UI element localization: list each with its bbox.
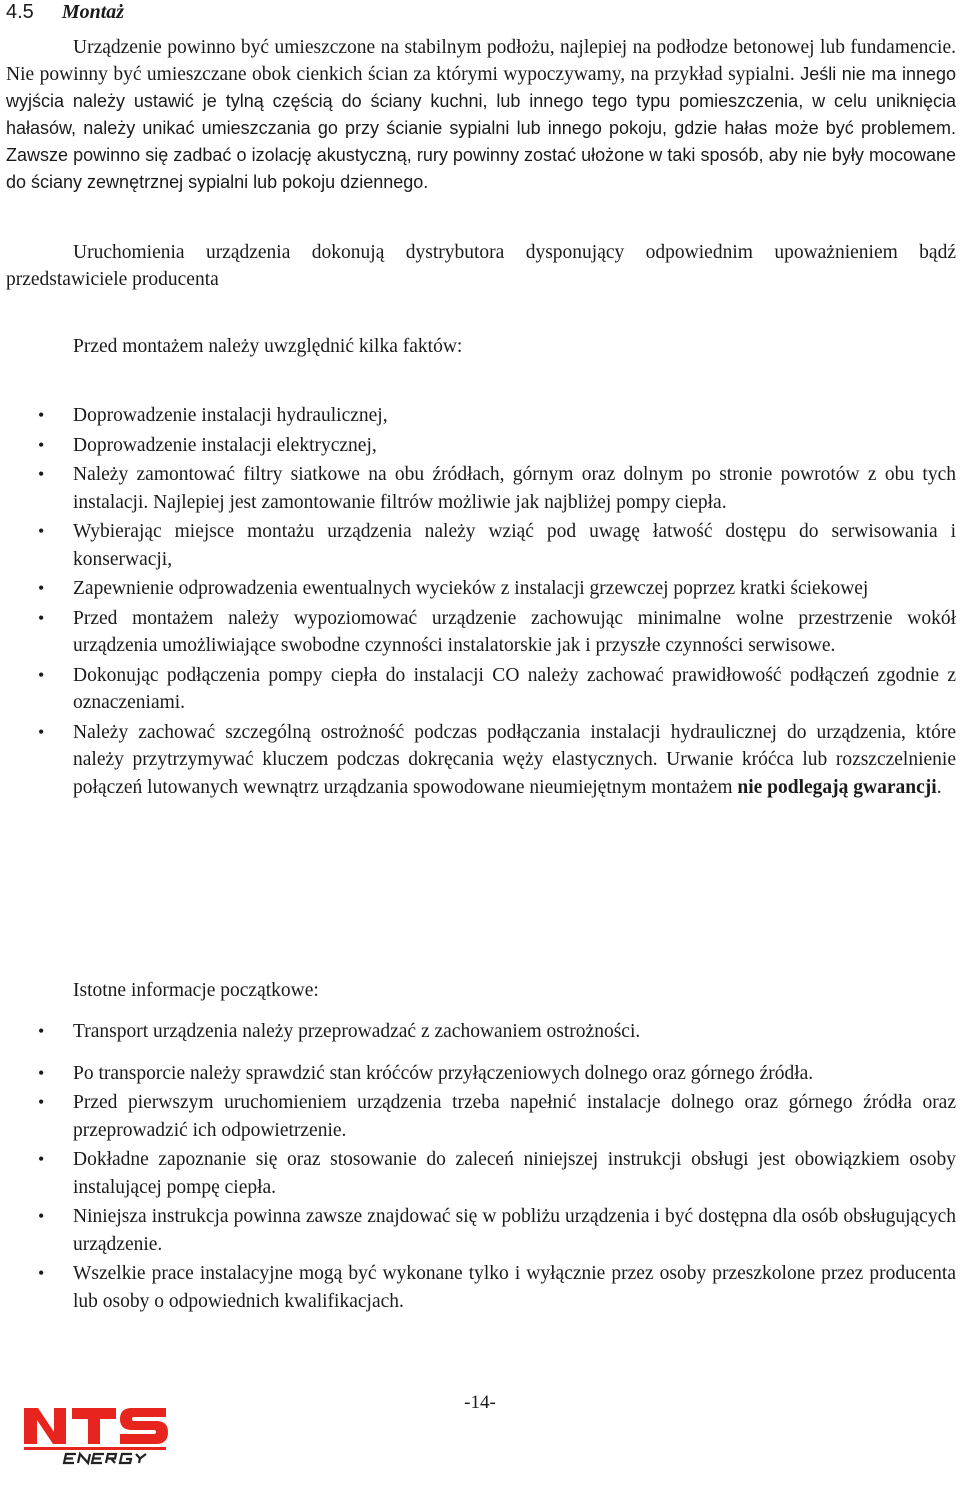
- list-item: • Wszelkie prace instalacyjne mogą być wykonane tylko i wyłącznie przez osoby przeszkolone przez producenta lub osoby o odpowiednich kwalifikacjach.: [0, 1260, 960, 1315]
- list-item: • Przed montażem należy wypoziomować urządzenie zachowując minimalne wolne przestrzenie wokół urządzenia umożliwiające swobodne czynności instalatorskie jak i przyszłe czynności serwisowe.: [0, 605, 960, 660]
- bullet-icon: •: [38, 521, 45, 541]
- intro-part-3: Zawsze powinno się zadbać o izolację akustyczną, rury powinny zostać ułożone w taki sposób, aby nie były mocowane do ściany zewnętrznej sypialni lub pokoju dziennego.: [6, 145, 956, 192]
- list-item: • Dokonując podłączenia pompy ciepła do instalacji CO należy zachować prawidłowość podłączeń zgodnie z oznaczeniami.: [0, 662, 960, 717]
- section-heading: [6, 0, 124, 26]
- bullet-icon: •: [38, 1149, 45, 1169]
- section-title: Montaż: [61, 1, 125, 23]
- warning-item: • Należy zachować szczególną ostrożność podczas podłączania instalacji hydraulicznej do urządzenia, które należy przytrzymywać kluczem podczas dokręcania węży elastycznych. Urwanie króćca lub rozszczelnienie połączeń lutowanych wewnątrz urządzania spowodowane nieumiejętnym montażem nie podlegają gwarancji.: [0, 719, 960, 802]
- bullet-icon: •: [38, 578, 45, 598]
- intro-paragraph: [6, 34, 956, 196]
- list-item: • Transport urządzenia należy przeprowadzać z zachowaniem ostrożności.: [0, 1018, 960, 1046]
- intro-part-1: Urządzenie powinno być umieszczone na stabilnym podłożu, najlepiej na podłodze betonowej lub fundamencie. Nie powinny być umieszczane obok cienkich ścian za którymi wypoczywamy, na przykład sypialni.: [6, 37, 956, 85]
- bullet-icon: •: [38, 607, 45, 628]
- bullet-icon: •: [38, 464, 45, 484]
- list-item: • Wybierając miejsce montażu urządzenia należy wziąć pod uwagę łatwość dostępu do serwisowania i konserwacji,: [0, 518, 960, 573]
- list-item: • Przed pierwszym uruchomieniem urządzenia trzeba napełnić instalacje dolnego oraz górnego źródła oraz przeprowadzić ich odpowietrzenie.: [0, 1089, 960, 1144]
- list-item: • Po transporcie należy sprawdzić stan króćców przyłączeniowych dolnego oraz górnego źródła.: [0, 1060, 960, 1088]
- bullet-icon: •: [38, 664, 45, 685]
- list-item: • Dokładne zapoznanie się oraz stosowanie do zaleceń niniejszej instrukcji obsługi jest obowiązkiem osoby instalującej pompę ciepła.: [0, 1146, 960, 1201]
- section-number: 4.5: [6, 1, 34, 23]
- bullet-icon: •: [38, 721, 45, 742]
- info-label: Istotne informacje początkowe:: [73, 980, 319, 1001]
- info-list: [0, 1018, 960, 1317]
- bullet-icon: •: [38, 434, 45, 455]
- bullet-icon: •: [38, 1206, 45, 1226]
- list-item: • Niniejsza instrukcja powinna zawsze znajdować się w pobliżu urządzenia i być dostępna dla osób obsługujących urządzenie.: [0, 1203, 960, 1258]
- warning-text: Należy zachować szczególną ostrożność podczas podłączania instalacji hydraulicznej do urządzenia, które należy przytrzymywać kluczem podczas dokręcania węży elastycznych. Urwanie króćca lub rozszczelnienie połączeń lutowanych wewnątrz urządzania spowodowane nieumiejętnym montażem: [73, 721, 956, 798]
- startup-paragraph: Uruchomienia urządzenia dokonują dystrybutora dysponujący odpowiednim upoważnieniem bądź przedstawiciele producenta: [6, 242, 956, 290]
- bullet-icon: •: [38, 1062, 45, 1083]
- bullet-icon: •: [38, 1263, 45, 1283]
- bullet-icon: •: [38, 1092, 45, 1112]
- intro-part-2: Jeśli nie ma innego wyjścia należy ustawić je tylną częścią do ściany kuchni, lub innego tego typu pomieszczenia, w celu uniknięcia hałasów, należy unikać umieszczania go przy ścianie sypialni lub innego pokoju, gdzie hałas może być problemem.: [6, 64, 957, 138]
- bullet-icon: •: [38, 405, 45, 425]
- list-item: • Zapewnienie odprowadzenia ewentualnych wycieków z instalacji grzewczej poprzez kratki ściekowej: [0, 575, 960, 603]
- list-item: • Doprowadzenie instalacji elektrycznej,: [0, 432, 960, 460]
- list-item: • Doprowadzenie instalacji hydraulicznej,: [0, 402, 960, 430]
- nts-energy-logo: [20, 1400, 172, 1468]
- list-item: • Należy zamontować filtry siatkowe na obu źródłach, górnym oraz dolnym po stronie powrotów z obu tych instalacji. Najlepiej jest zamontowanie filtrów możliwie jak najbliżej pompy ciepła.: [0, 461, 960, 516]
- montage-list: [0, 402, 960, 803]
- page-number: -14-: [464, 1392, 496, 1413]
- montage-label: Przed montażem należy uwzględnić kilka faktów:: [73, 336, 463, 357]
- bullet-icon: •: [38, 1021, 45, 1041]
- warranty-note: nie podlegają gwarancji: [737, 776, 937, 798]
